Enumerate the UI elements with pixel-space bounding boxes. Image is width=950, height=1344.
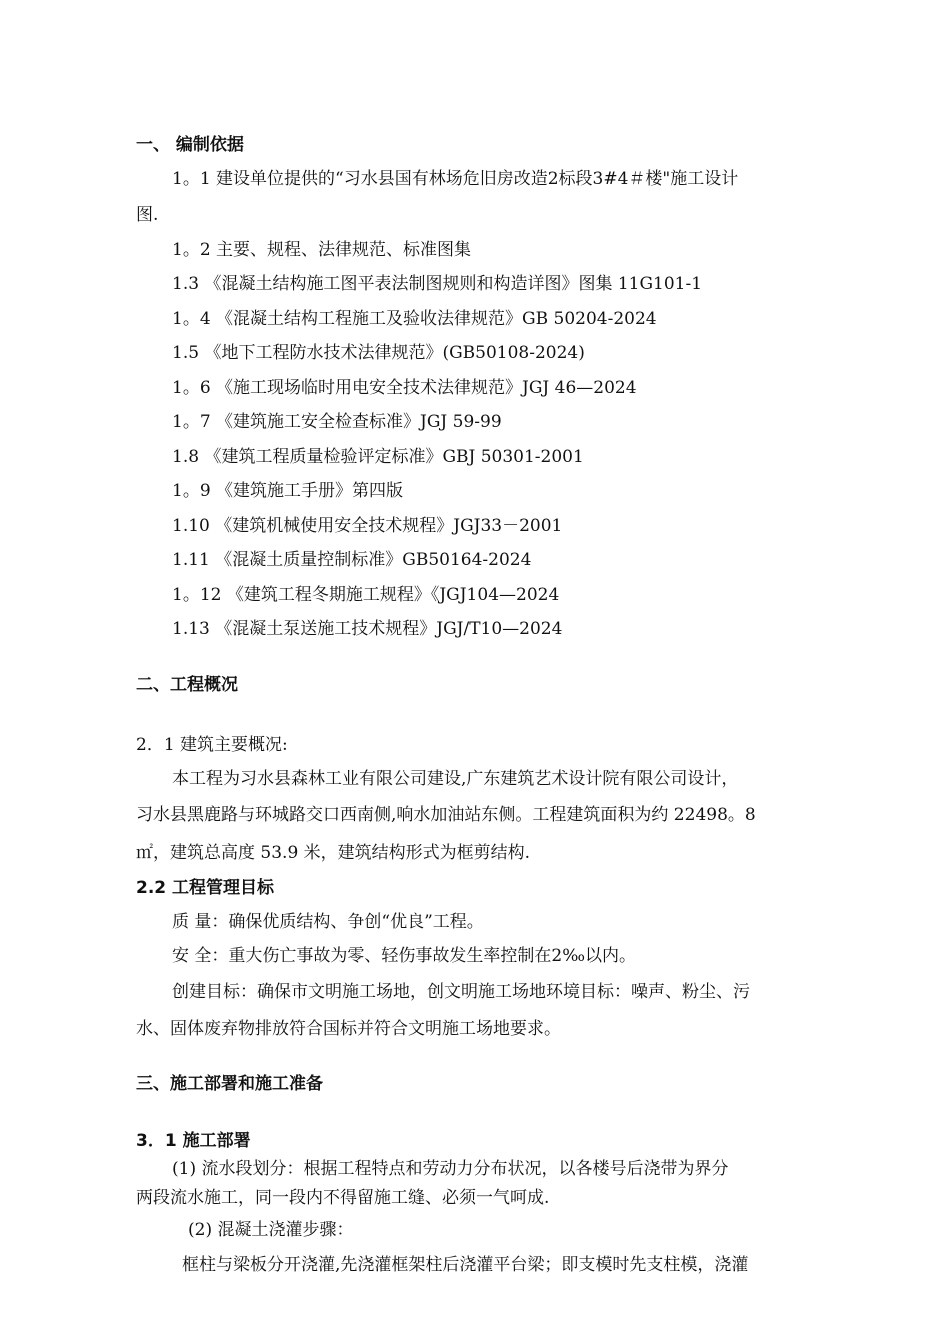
- list-item: 1。9 《建筑施工手册》第四版: [172, 481, 404, 501]
- subsection-title: 2．1 建筑主要概况:: [136, 735, 288, 755]
- section-2-heading: 二、工程概况: [136, 675, 238, 695]
- subsection-title: 2.2 工程管理目标: [136, 878, 275, 898]
- section-3-heading: 三、施工部署和施工准备: [136, 1074, 323, 1094]
- goal-line: 创建目标：确保市文明施工场地，创文明施工场地环境目标：噪声、粉尘、污: [172, 982, 750, 1002]
- list-item: 图.: [136, 205, 159, 225]
- list-item: 1。6 《施工现场临时用电安全技术法律规范》JGJ 46—2024: [172, 378, 637, 398]
- list-item: 1.10 《建筑机械使用安全技术规程》JGJ33－2001: [172, 516, 563, 536]
- paragraph-line: 两段流水施工，同一段内不得留施工缝、必须一气呵成.: [136, 1188, 550, 1208]
- paragraph-line: (2) 混凝土浇灌步骤：: [188, 1220, 354, 1240]
- list-item: 1。12 《建筑工程冬期施工规程》《JGJ104—2024: [172, 585, 560, 605]
- subsection-title: 3．1 施工部署: [136, 1131, 251, 1151]
- list-item: 1.5 《地下工程防水技术法律规范》(GB50108-2024): [172, 343, 585, 363]
- paragraph-line: 本工程为习水县森林工业有限公司建设,广东建筑艺术设计院有限公司设计，: [172, 769, 739, 789]
- paragraph-line: 习水县黑鹿路与环城路交口西南侧,响水加油站东侧。工程建筑面积为约 22498。8: [136, 805, 756, 825]
- list-item: 1.3 《混凝土结构施工图平表法制图规则和构造详图》图集 11G101-1: [172, 274, 703, 294]
- list-item: 1。1 建设单位提供的“习水县国有林场危旧房改造2标段3#4＃楼"施工设计: [172, 169, 739, 189]
- paragraph-line: ㎡，建筑总高度 53.9 米，建筑结构形式为框剪结构.: [136, 843, 531, 863]
- list-item: 1.11 《混凝土质量控制标准》GB50164-2024: [172, 550, 532, 570]
- list-item: 1.13 《混凝土泵送施工技术规程》JGJ/T10—2024: [172, 619, 563, 639]
- goal-line: 质 量：确保优质结构、争创“优良”工程。: [172, 912, 484, 932]
- list-item: 1。4 《混凝土结构工程施工及验收法律规范》GB 50204-2024: [172, 309, 657, 329]
- list-item: 1。2 主要、规程、法律规范、标准图集: [172, 240, 472, 260]
- section-1-heading: 一、 编制依据: [136, 135, 244, 155]
- goal-line: 安 全：重大伤亡事故为零、轻伤事故发生率控制在2‰以内。: [172, 946, 637, 966]
- paragraph-line: (1) 流水段划分：根据工程特点和劳动力分布状况，以各楼号后浇带为界分: [172, 1159, 729, 1179]
- goal-line: 水、固体废弃物排放符合国标并符合文明施工场地要求。: [136, 1019, 561, 1039]
- list-item: 1.8 《建筑工程质量检验评定标准》GBJ 50301-2001: [172, 447, 584, 467]
- paragraph-line: 框柱与梁板分开浇灌,先浇灌框架柱后浇灌平台梁；即支模时先支柱模，浇灌: [182, 1255, 749, 1275]
- list-item: 1。7 《建筑施工安全检查标准》JGJ 59-99: [172, 412, 502, 432]
